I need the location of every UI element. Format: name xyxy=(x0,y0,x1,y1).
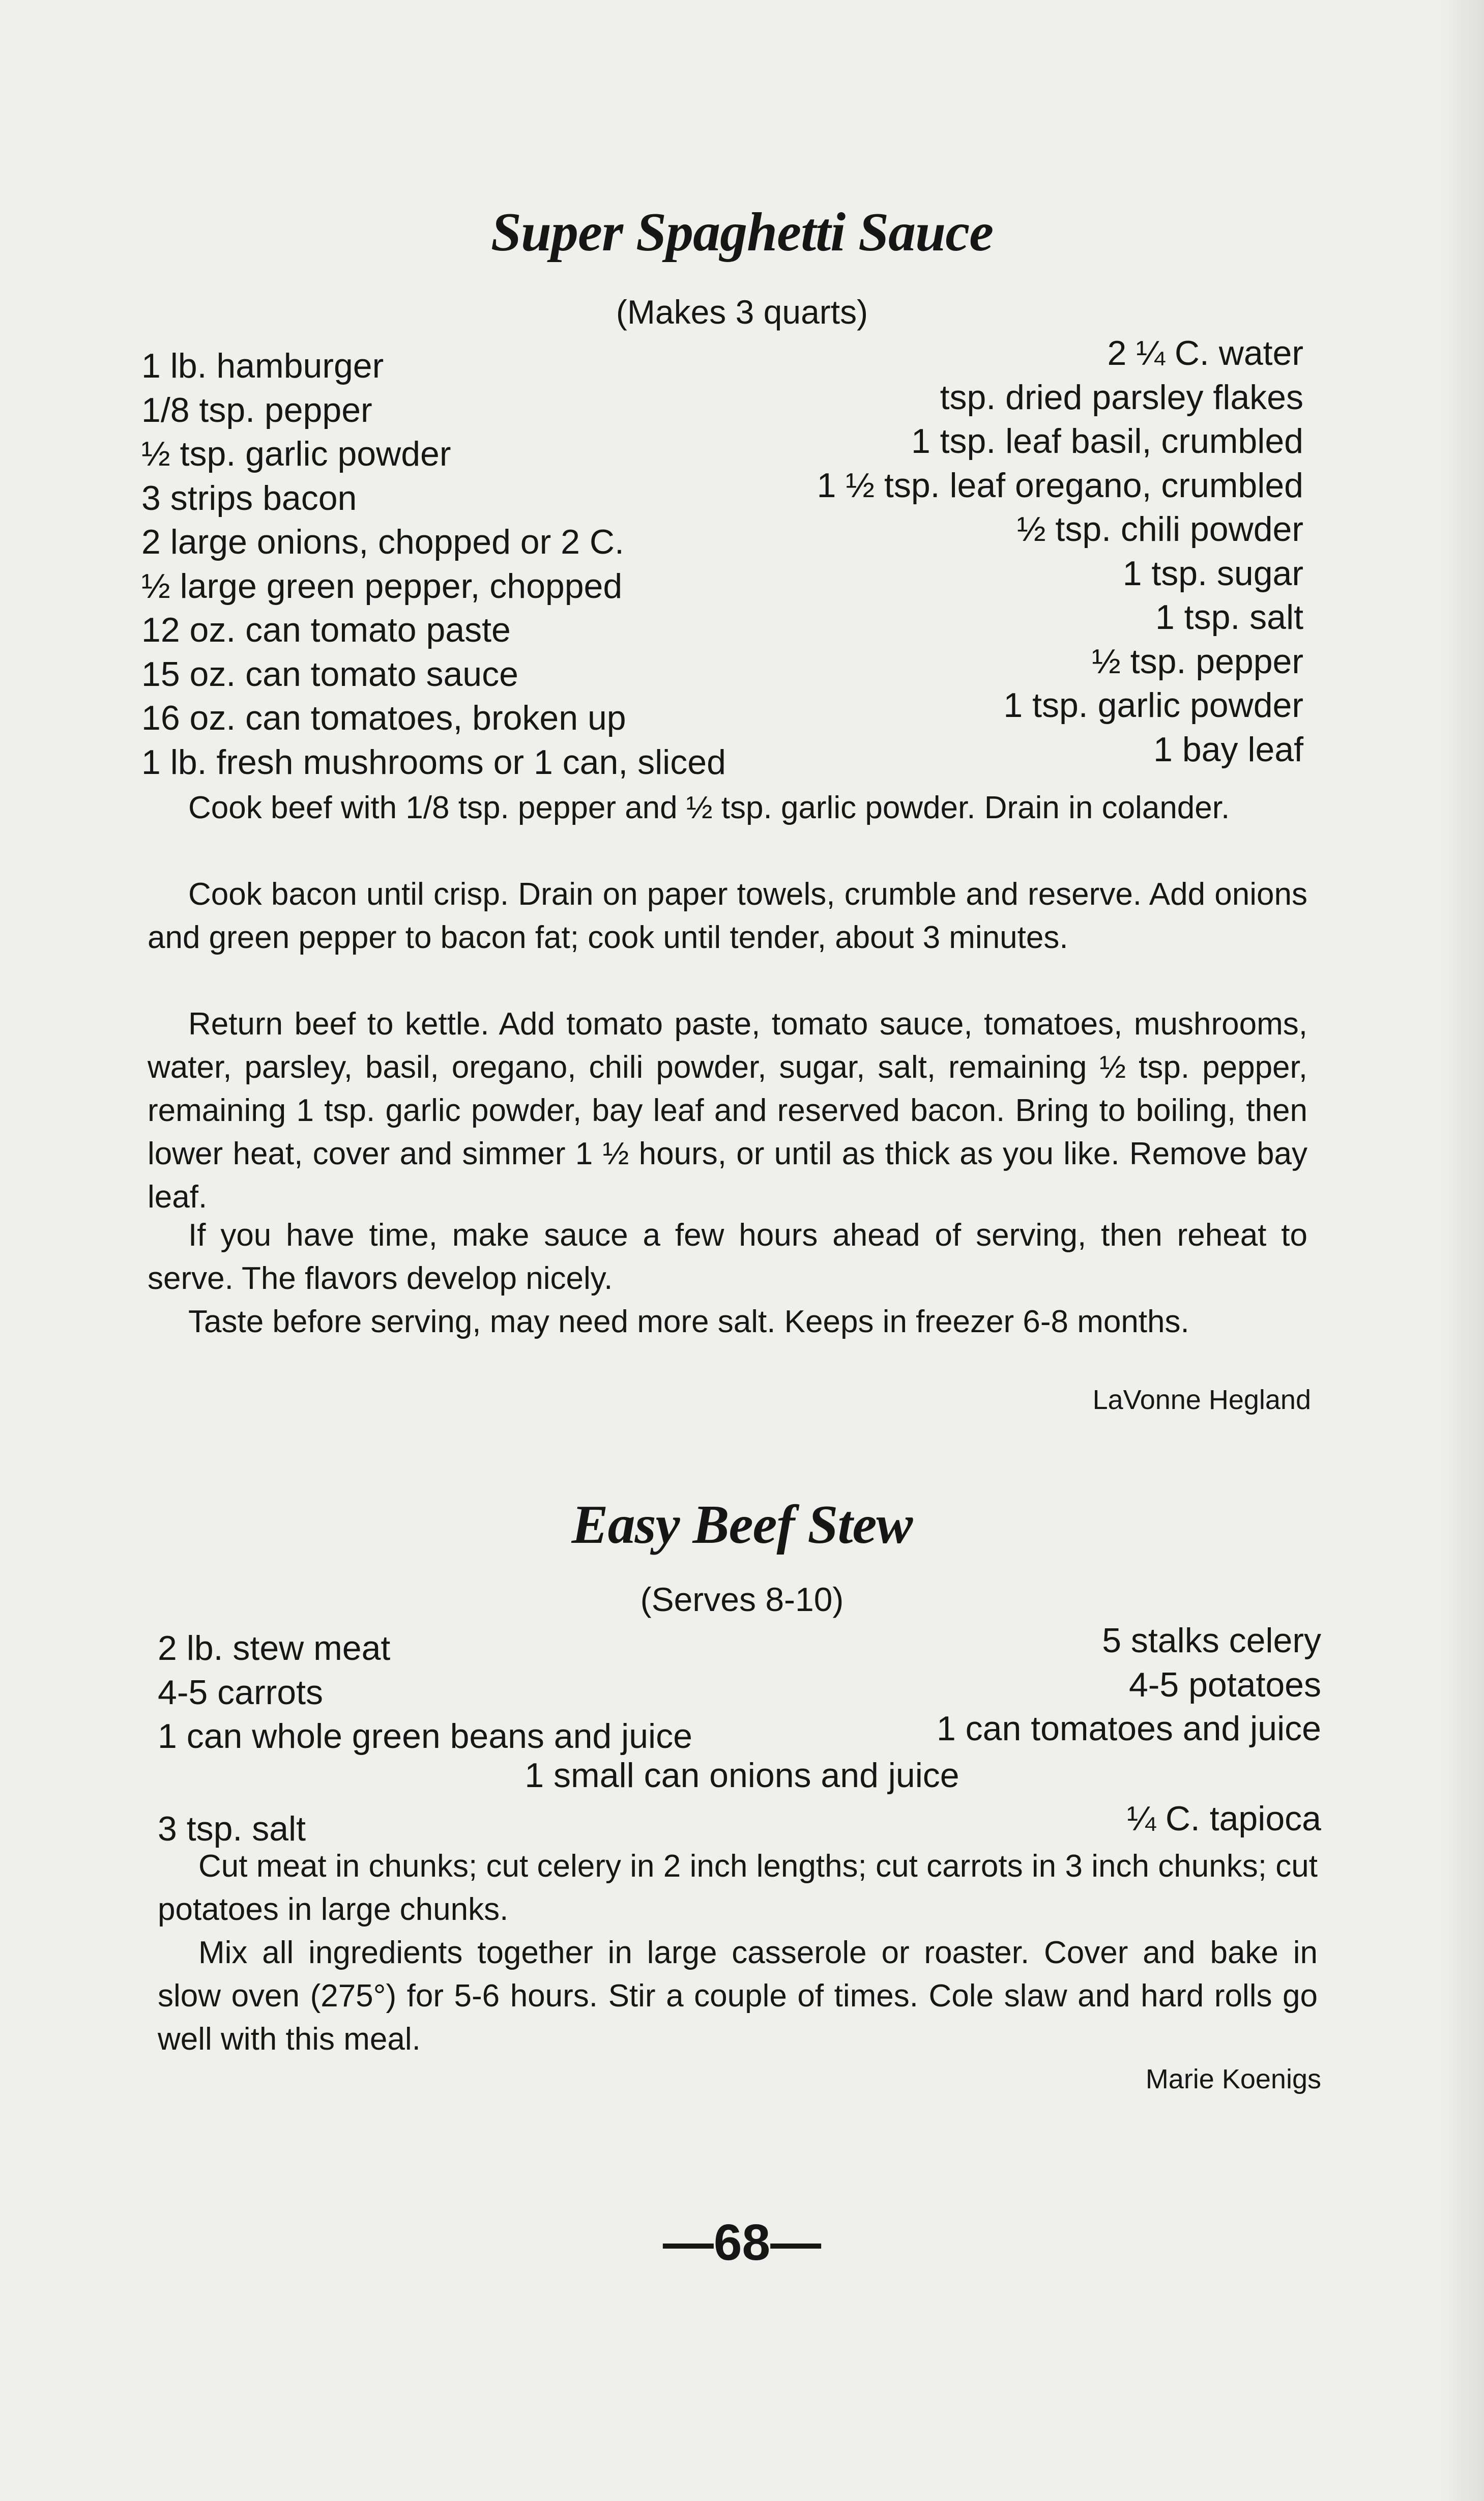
direction-paragraph: Cut meat in chunks; cut celery in 2 inch lengths; cut carrots in 3 inch chunks; cut potatoes in large chunks. xyxy=(158,1849,1318,1927)
direction-paragraph: If you have time, make sauce a few hours ahead of serving, then reheat to serve. The flavors develop nicely. xyxy=(148,1218,1307,1296)
ingredient-right: ¼ C. tapioca xyxy=(1127,1799,1321,1838)
ingredient-right: 5 stalks celery xyxy=(1102,1621,1321,1660)
ingredient-left: 3 tsp. salt xyxy=(158,1809,306,1848)
recipe-author: Marie Koenigs xyxy=(1145,2064,1321,2094)
direction-paragraph: Mix all ingredients together in large casserole or roaster. Cover and bake in slow oven (275°) for 5-6 hours. Stir a couple of times. Cole slaw and hard rolls go well with this meal. xyxy=(158,1935,1318,2057)
ingredient-right: 1 tsp. leaf basil, crumbled xyxy=(911,422,1303,461)
ingredient-right: 1 tsp. salt xyxy=(1155,598,1303,637)
ingredient-right: ½ tsp. pepper xyxy=(1092,642,1303,681)
ingredient-left: ½ tsp. garlic powder xyxy=(141,435,451,473)
ingredient-left: 1 lb. fresh mushrooms or 1 can, sliced xyxy=(141,743,726,782)
ingredient-left: 4-5 carrots xyxy=(158,1673,323,1712)
ingredient-left: 2 large onions, chopped or 2 C. xyxy=(141,523,624,561)
ingredient-left: 12 oz. can tomato paste xyxy=(141,611,511,649)
page-edge-shadow xyxy=(1438,0,1484,2501)
recipe-yield-beef-stew: (Serves 8-10) xyxy=(640,1580,844,1618)
recipe-author: LaVonne Hegland xyxy=(1092,1385,1311,1415)
ingredient-left: 1/8 tsp. pepper xyxy=(141,391,372,429)
ingredient-left: 1 lb. hamburger xyxy=(141,347,384,385)
ingredient-center: 1 small can onions and juice xyxy=(525,1756,959,1795)
ingredient-right: 2 ¼ C. water xyxy=(1107,334,1303,372)
ingredient-right: 4-5 potatoes xyxy=(1128,1665,1321,1704)
ingredient-right: 1 tsp. sugar xyxy=(1122,554,1303,593)
page-number: —68— xyxy=(662,2214,822,2271)
ingredient-right: 1 bay leaf xyxy=(1153,730,1303,769)
recipe-title-spaghetti: Super Spaghetti Sauce xyxy=(490,202,994,263)
ingredient-left: ½ large green pepper, chopped xyxy=(141,567,623,606)
direction-paragraph: Cook bacon until crisp. Drain on paper towels, crumble and reserve. Add onions and green pepper to bacon fat; cook until tender, about 3 minutes. xyxy=(148,877,1307,955)
ingredient-left: 15 oz. can tomato sauce xyxy=(141,655,518,694)
ingredient-left: 2 lb. stew meat xyxy=(158,1629,391,1668)
ingredient-left: 3 strips bacon xyxy=(141,479,357,518)
ingredient-right: 1 can tomatoes and juice xyxy=(936,1709,1321,1748)
ingredient-right: ½ tsp. chili powder xyxy=(1016,510,1303,549)
ingredient-right: tsp. dried parsley flakes xyxy=(940,378,1303,417)
direction-paragraph: Cook beef with 1/8 tsp. pepper and ½ tsp. garlic powder. Drain in colander. xyxy=(188,790,1230,825)
direction-paragraph: Return beef to kettle. Add tomato paste, tomato sauce, tomatoes, mushrooms, water, parsley, basil, oregano, chili powder, sugar, salt, remaining ½ tsp. pepper, remaining 1 tsp. garlic powder, bay leaf and reserved bacon. Bring to boiling, then lower heat, cover and simmer 1 ½ hours, or until as thick as you like. Remove bay leaf. xyxy=(148,1007,1307,1215)
recipe-yield-spaghetti: (Makes 3 quarts) xyxy=(616,293,868,331)
ingredient-right: 1 ½ tsp. leaf oregano, crumbled xyxy=(817,466,1303,505)
ingredient-left: 1 can whole green beans and juice xyxy=(158,1717,692,1756)
ingredient-right: 1 tsp. garlic powder xyxy=(1003,686,1303,725)
recipe-title-beef-stew: Easy Beef Stew xyxy=(571,1494,913,1555)
direction-paragraph: Taste before serving, may need more salt. Keeps in freezer 6-8 months. xyxy=(188,1304,1189,1339)
ingredient-left: 16 oz. can tomatoes, broken up xyxy=(141,699,626,737)
